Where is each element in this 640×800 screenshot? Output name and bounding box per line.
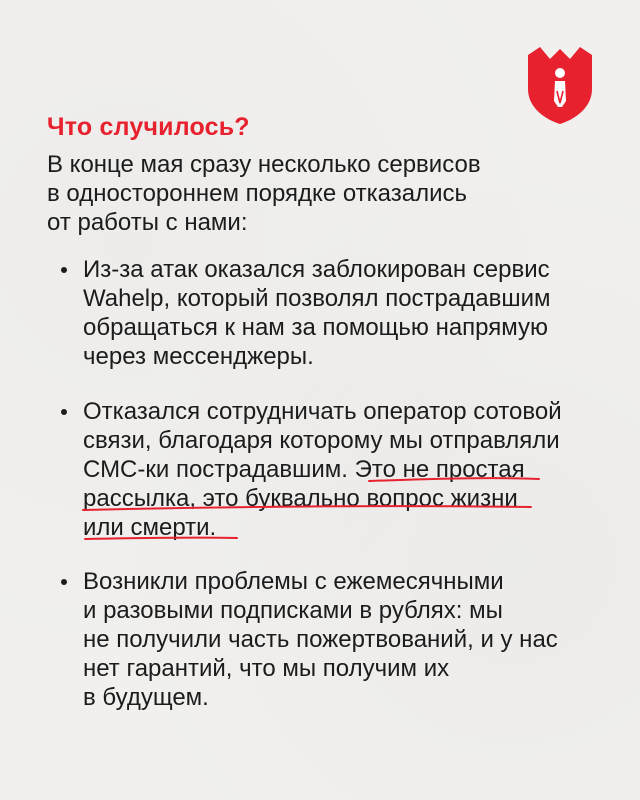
- intro-paragraph: [47, 150, 567, 237]
- bullet-line: Из-за атак оказался заблокирован сервис: [83, 256, 550, 283]
- bullet-line: обращаться к нам за помощью напрямую: [83, 314, 549, 341]
- bullet-line: не получили часть пожертвований, и у нас: [83, 626, 558, 653]
- bullet-line: Wahelp, который позволял пострадавшим: [83, 285, 551, 312]
- shield-person-logo: [526, 45, 594, 125]
- highlighted-text: или смерти.: [83, 514, 217, 541]
- bullet-line: через мессенджеры.: [83, 343, 314, 370]
- highlighted-text: Это не простая: [354, 456, 525, 483]
- intro-line: В конце мая сразу несколько сервисов: [47, 151, 481, 178]
- bullet-dot: [61, 579, 67, 585]
- intro-line: от работы с нами:: [47, 209, 248, 236]
- highlighted-text: рассылка, это буквально вопрос жизни: [83, 485, 518, 512]
- bullet-line: [83, 455, 562, 484]
- bullet-line: связи, благодаря которому мы отправляли: [83, 427, 560, 454]
- bullet-line: Возникли проблемы с ежемесячными: [83, 568, 504, 595]
- bullet-line: в будущем.: [83, 684, 209, 711]
- bullet-line: нет гарантий, что мы получим их: [83, 655, 450, 682]
- bullet-dot: [61, 267, 67, 273]
- bullet-dot: [61, 409, 67, 415]
- plain-text: СМС-ки пострадавшим.: [83, 456, 355, 483]
- section-heading: Что случилось?: [47, 113, 250, 141]
- bullet-line: и разовыми подписками в рублях: мы: [83, 597, 503, 624]
- intro-line: в одностороннем порядке отказались: [47, 180, 468, 207]
- bullet-line: Отказался сотрудничать оператор сотовой: [83, 398, 562, 425]
